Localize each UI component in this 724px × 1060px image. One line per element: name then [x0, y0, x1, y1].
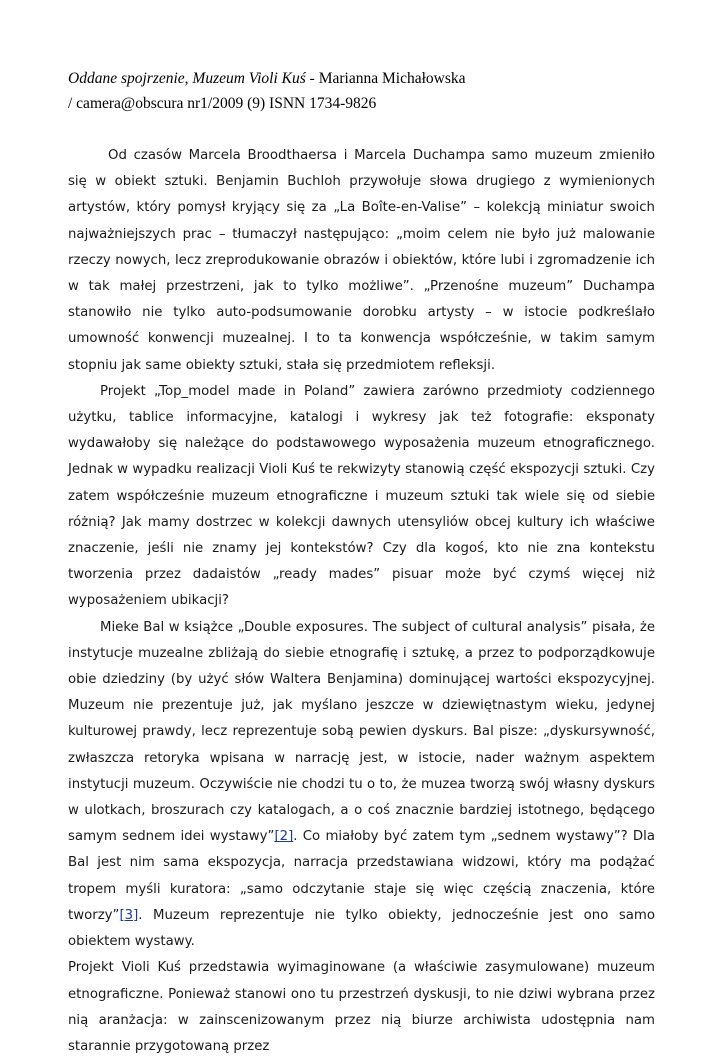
article-author: Marianna Michałowska — [318, 70, 466, 87]
article-body — [68, 143, 655, 1060]
paragraph-2: Projekt „Top_model made in Poland” zawiera zarówno przedmioty codziennego użytku, tablice informacyjne, katalogi i wykresy jak też fotografie: eksponaty wydawałoby się należące do podstawowego wyposażenia muzeum etnograficznego. Jednak w wypadku realizacji Violi Kuś te rekwizyty stanowią część ekspozycji sztuki. Czy zatem współcześnie muzeum etnograficzne i muzeum sztuki tak wiele się od siebie różnią? Jak mamy dostrzec w kolekcji dawnych utensyliów obcej kultury ich właściwe znaczenie, jeśli nie znamy jej kontekstów? Czy dla kogoś, kto nie zna kontekstu tworzenia przez dadaistów „ready mades” pisuar może być czymś więcej niż wyposażeniem ubikacji? — [68, 383, 655, 609]
footnote-link-3[interactable]: [3] — [119, 907, 139, 923]
paragraph-3-text-c: . Muzeum reprezentuje nie tylko obiekty, jednocześnie jest ono samo obiektem wystawy. — [68, 907, 655, 950]
paragraph-1: Od czasów Marcela Broodthaersa i Marcela Duchampa samo muzeum zmieniło się w obiekt sztuki. Benjamin Buchloh przywołuje słowa drugiego z wymienionych artystów, który pomysł kryjący się za „La Boîte-en-Valise” – kolekcją miniatur swoich najważniejszych prac – tłumaczył następująco: „moim celem nie było już malowanie rzeczy nowych, lecz zreprodukowanie obrazów i obiektów, które lubi i zgromadzenie ich w tak małej przestrzeni, jak to tylko możliwe”. „Przenośne muzeum” Duchampa stanowiło nie tylko auto-podsumowanie dorobku artysty – w istocie podkreślało umowność konwencji muzealnej. I to ta konwencja współcześnie, w takim samym stopniu jak same obiekty sztuki, stała się przedmiotem refleksji. — [68, 148, 655, 373]
article-title: Oddane spojrzenie, Muzeum Violi Kuś — [68, 70, 306, 87]
paragraph-3 — [68, 615, 655, 956]
footnote-link-2[interactable]: [2] — [274, 829, 294, 845]
paragraph-4: Projekt Violi Kuś przedstawia wyimaginowane (a właściwie zasymulowane) muzeum etnograficzne. Ponieważ stanowi ono tu przestrzeń dyskusji, to nie dziwi wybrana przez nią aranżacja: w zainscenizowanym przez nią biurze archiwista udostępnia nam starannie przygotowaną przez — [68, 960, 655, 1054]
paragraph-3-text-a: Mieke Bal w książce „Double exposures. The subject of cultural analysis” pisała, że instytucje muzealne zbliżają do siebie etnografię i sztukę, a przez to podporządkowuje obie dziedziny (by użyć słów Waltera Benjamina) dominującej wartości ekspozycyjnej. Muzeum nie prezentuje już, jak myślano jeszcze w dziewiętnastym wieku, jedynej kulturowej prawdy, lecz reprezentuje sobą pewien dyskurs. Bal pisze: „dyskursywność, zwłaszcza retoryka wpisana w narrację jest, w istocie, nader ważnym aspektem instytucji muzeum. Oczywiście nie chodzi tu o to, że muzea tworzą swój własny dyskurs w ulotkach, broszurach czy katalogach, a o coś znacznie bardziej istotnego, będącego samym sednem idei wystawy” — [68, 619, 655, 845]
paragraph-3-text-b: . Co miałoby być zatem tym „sednem wystawy”? Dla Bal jest nim sama ekspozycja, narracja przedstawiana widzowi, który ma podążać tropem myśli kuratora: „samo odczytanie staje się więc częścią znaczenia, które tworzy” — [68, 829, 655, 923]
title-line — [68, 66, 668, 91]
citation-line: / camera@obscura nr1/2009 (9) ISNN 1734-9826 — [68, 95, 377, 112]
title-separator: - — [305, 70, 319, 87]
article-header — [68, 66, 668, 116]
